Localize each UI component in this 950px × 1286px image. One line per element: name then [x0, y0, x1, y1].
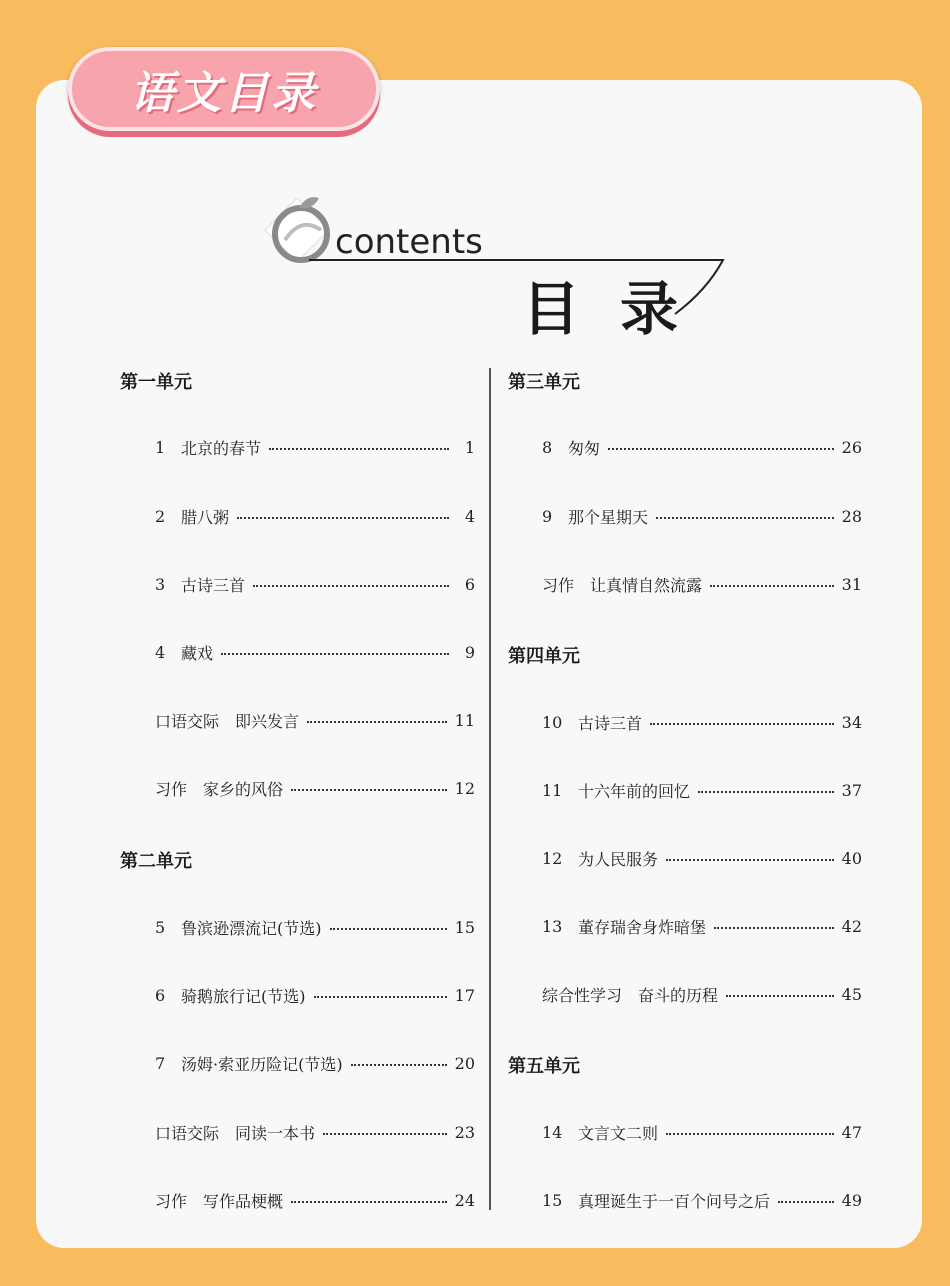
unit-heading: 第一单元 — [120, 372, 192, 393]
toc-entry[interactable]: 6 骑鹅旅行记(节选) 17 — [155, 985, 475, 1006]
leader-dots — [323, 1133, 447, 1135]
toc-entry[interactable]: 习作 让真情自然流露 31 — [542, 574, 862, 595]
toc-entry[interactable]: 10 古诗三首 34 — [542, 712, 862, 733]
leader-dots — [778, 1201, 834, 1203]
leader-dots — [269, 448, 449, 450]
leader-dots — [307, 721, 447, 723]
toc-entry[interactable]: 1 北京的春节 1 — [155, 437, 475, 458]
leader-dots — [330, 928, 447, 930]
leader-dots — [253, 585, 449, 587]
leader-dots — [351, 1064, 447, 1066]
toc-entry[interactable]: 5 鲁滨逊漂流记(节选) 15 — [155, 917, 475, 938]
toc-entry[interactable]: 综合性学习 奋斗的历程 45 — [542, 984, 862, 1005]
unit-heading: 第四单元 — [508, 646, 580, 667]
leader-dots — [650, 723, 834, 725]
toc-entry[interactable]: 15 真理诞生于一百个问号之后 49 — [542, 1190, 862, 1211]
column-divider — [489, 368, 491, 1210]
toc-entry[interactable]: 13 董存瑞舍身炸暗堡 42 — [542, 916, 862, 937]
toc-entry[interactable]: 3 古诗三首 6 — [155, 574, 475, 595]
toc-entry[interactable]: 4 藏戏 9 — [155, 642, 475, 663]
badge-title: 语文目录 — [130, 68, 318, 119]
leader-dots — [714, 927, 834, 929]
leader-dots — [314, 996, 447, 998]
toc-entry[interactable]: 习作 家乡的风俗 12 — [155, 778, 475, 799]
toc-entry[interactable]: 14 文言文二则 47 — [542, 1122, 862, 1143]
leader-dots — [291, 789, 447, 791]
leader-dots — [726, 995, 834, 997]
leader-dots — [698, 791, 834, 793]
leader-dots — [656, 517, 834, 519]
leader-dots — [237, 517, 449, 519]
unit-heading: 第三单元 — [508, 372, 580, 393]
toc-entry[interactable]: 习作 写作品梗概 24 — [155, 1190, 475, 1211]
unit-heading: 第五单元 — [508, 1056, 580, 1077]
leader-dots — [666, 859, 834, 861]
leader-dots — [710, 585, 834, 587]
page-title: 目录 — [522, 275, 719, 343]
toc-entry[interactable]: 12 为人民服务 40 — [542, 848, 862, 869]
leader-dots — [291, 1201, 447, 1203]
toc-entry[interactable]: 口语交际 即兴发言 11 — [155, 710, 475, 731]
leader-dots — [608, 448, 834, 450]
toc-entry[interactable]: 2 腊八粥 4 — [155, 506, 475, 527]
toc-entry[interactable]: 7 汤姆·索亚历险记(节选) 20 — [155, 1053, 475, 1074]
toc-entry[interactable]: 8 匆匆 26 — [542, 437, 862, 458]
toc-entry[interactable]: 9 那个星期天 28 — [542, 506, 862, 527]
title-badge — [68, 47, 380, 131]
leader-dots — [666, 1133, 834, 1135]
unit-heading: 第二单元 — [120, 851, 192, 872]
contents-word: contents — [335, 222, 483, 262]
leader-dots — [221, 653, 449, 655]
toc-entry[interactable]: 口语交际 同读一本书 23 — [155, 1122, 475, 1143]
toc-entry[interactable]: 11 十六年前的回忆 37 — [542, 780, 862, 801]
